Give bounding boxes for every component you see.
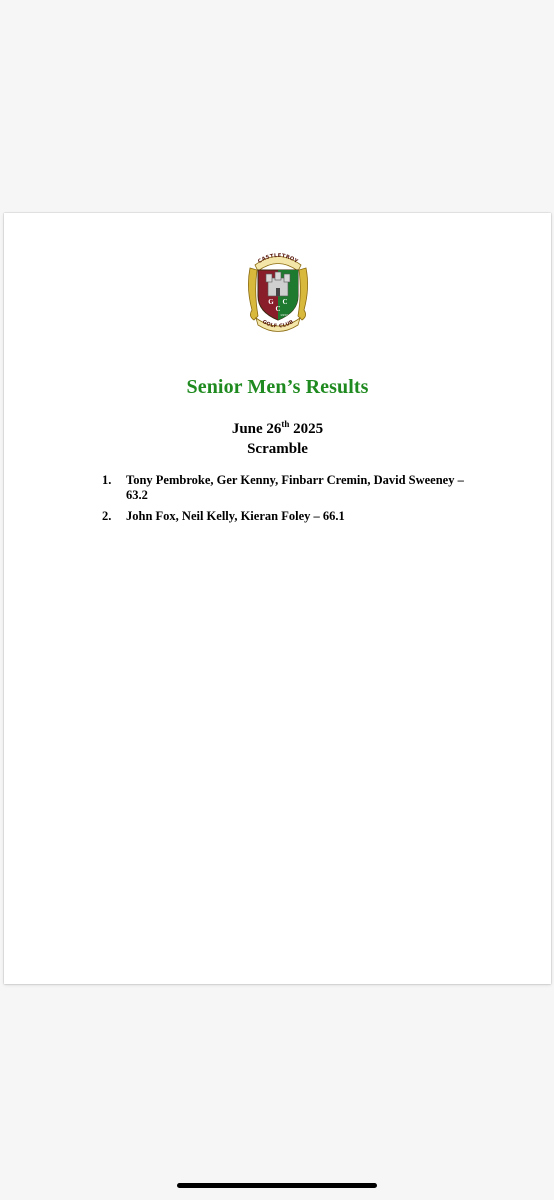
- crest-bottom-text: GOLF CLUB: [261, 319, 295, 330]
- event-date-suffix: th: [281, 419, 290, 429]
- event-date: [4, 421, 551, 438]
- event-date-year: 2025: [293, 421, 324, 437]
- crest-initial-2: C: [282, 298, 288, 306]
- list-item: [102, 473, 482, 503]
- document-page: [4, 213, 551, 984]
- castle-icon: [244, 248, 312, 333]
- crest-initial-1: G: [268, 298, 274, 306]
- result-text: John Fox, Neil Kelly, Kieran Foley – 66.1: [126, 509, 345, 523]
- result-number: 1.: [102, 473, 112, 487]
- page-title: Senior Men’s Results: [186, 376, 369, 398]
- event-type: Scramble: [247, 441, 308, 457]
- results-list: [102, 473, 482, 530]
- list-item: [102, 509, 482, 524]
- crest-top-text: CASTLETROY: [257, 252, 299, 265]
- club-crest: [244, 248, 312, 333]
- crest-initial-3: C: [275, 305, 281, 313]
- event-date-main: June 26: [231, 421, 282, 437]
- home-indicator[interactable]: [177, 1183, 377, 1188]
- crest-year: 1937: [280, 313, 288, 317]
- result-number: 2.: [102, 509, 112, 523]
- result-text: Tony Pembroke, Ger Kenny, Finbarr Cremin, David Sweeney – 63.2: [126, 473, 464, 502]
